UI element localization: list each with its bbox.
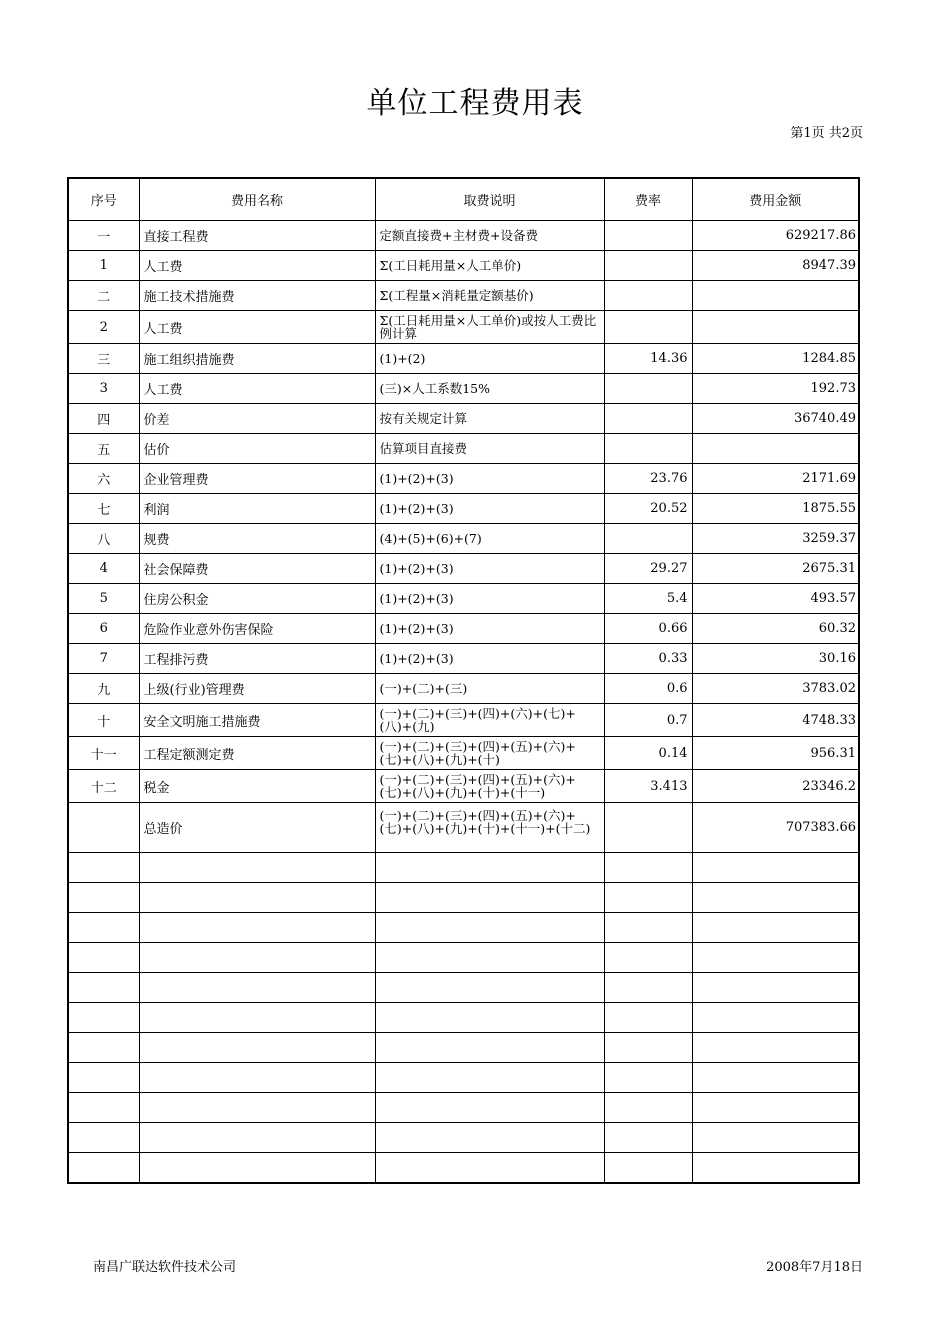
cell-desc-text: (一)+(二)+(三)+(四)+(五)+(六)+(七)+(八)+(九)+(十)+(十一)+(十二) bbox=[379, 809, 591, 835]
cell-amount bbox=[692, 434, 859, 464]
table-row bbox=[68, 281, 859, 311]
cell-amount: 23346.2 bbox=[692, 770, 859, 803]
cell-name: 住房公积金 bbox=[139, 584, 375, 614]
cell-no: 1 bbox=[68, 251, 139, 281]
column-header-name: 费用名称 bbox=[139, 178, 375, 221]
column-header-amount: 费用金额 bbox=[692, 178, 859, 221]
cell-amount: 4748.33 bbox=[692, 704, 859, 737]
cell-name: 直接工程费 bbox=[139, 221, 375, 251]
cell-no: 四 bbox=[68, 404, 139, 434]
cell-desc: (1)+(2)+(3) bbox=[375, 464, 604, 494]
column-header-desc: 取费说明 bbox=[375, 178, 604, 221]
page-number: 第1页 共2页 bbox=[790, 126, 863, 141]
cell-desc: (1)+(2) bbox=[375, 344, 604, 374]
empty-row bbox=[68, 1123, 859, 1153]
cell-rate: 5.4 bbox=[604, 584, 692, 614]
cell-no: 3 bbox=[68, 374, 139, 404]
cell-desc: (一)+(二)+(三)+(四)+(五)+(六)+(七)+(八)+(九)+(十)+(十一) bbox=[375, 770, 604, 803]
cell-name: 人工费 bbox=[139, 374, 375, 404]
table-row bbox=[68, 344, 859, 374]
table-row-total bbox=[68, 803, 859, 853]
cell-name: 税金 bbox=[139, 770, 375, 803]
cell-rate bbox=[604, 374, 692, 404]
cell-amount: 629217.86 bbox=[692, 221, 859, 251]
cell-no: 十一 bbox=[68, 737, 139, 770]
cell-no: 6 bbox=[68, 614, 139, 644]
cell-name: 社会保障费 bbox=[139, 554, 375, 584]
cell-amount: 60.32 bbox=[692, 614, 859, 644]
cell-rate bbox=[604, 221, 692, 251]
cell-no: 4 bbox=[68, 554, 139, 584]
cell-desc: (1)+(2)+(3) bbox=[375, 494, 604, 524]
report-date: 2008年7月18日 bbox=[766, 1260, 863, 1275]
cell-rate: 0.66 bbox=[604, 614, 692, 644]
cell-rate: 3.413 bbox=[604, 770, 692, 803]
cell-name: 人工费 bbox=[139, 311, 375, 344]
cell-name: 施工组织措施费 bbox=[139, 344, 375, 374]
cell-desc: (一)+(二)+(三) bbox=[375, 674, 604, 704]
cell-rate bbox=[604, 803, 692, 853]
table-header-row bbox=[68, 178, 859, 221]
cell-desc: Σ(工日耗用量×人工单价) bbox=[375, 251, 604, 281]
cell-name: 企业管理费 bbox=[139, 464, 375, 494]
table-row bbox=[68, 311, 859, 344]
table-row bbox=[68, 494, 859, 524]
table-row bbox=[68, 524, 859, 554]
cell-name: 规费 bbox=[139, 524, 375, 554]
table-row bbox=[68, 614, 859, 644]
cell-name: 施工技术措施费 bbox=[139, 281, 375, 311]
empty-row bbox=[68, 943, 859, 973]
table-row bbox=[68, 221, 859, 251]
table-row bbox=[68, 770, 859, 803]
cell-rate: 20.52 bbox=[604, 494, 692, 524]
column-header-rate: 费率 bbox=[604, 178, 692, 221]
empty-row bbox=[68, 883, 859, 913]
cell-amount: 8947.39 bbox=[692, 251, 859, 281]
cell-amount: 30.16 bbox=[692, 644, 859, 674]
cell-name: 总造价 bbox=[139, 803, 375, 853]
cell-no bbox=[68, 803, 139, 853]
cell-rate bbox=[604, 281, 692, 311]
cell-desc: (一)+(二)+(三)+(四)+(五)+(六)+(七)+(八)+(九)+(十) bbox=[375, 737, 604, 770]
cell-name: 危险作业意外伤害保险 bbox=[139, 614, 375, 644]
cell-desc: 定额直接费+主材费+设备费 bbox=[375, 221, 604, 251]
cell-rate bbox=[604, 251, 692, 281]
table-row bbox=[68, 704, 859, 737]
column-header-no: 序号 bbox=[68, 178, 139, 221]
cell-rate: 0.7 bbox=[604, 704, 692, 737]
table-body bbox=[68, 221, 859, 1184]
empty-row bbox=[68, 973, 859, 1003]
cell-rate: 0.33 bbox=[604, 644, 692, 674]
cell-amount: 36740.49 bbox=[692, 404, 859, 434]
cell-desc: (1)+(2)+(3) bbox=[375, 644, 604, 674]
cell-amount: 2171.69 bbox=[692, 464, 859, 494]
cell-rate: 0.6 bbox=[604, 674, 692, 704]
empty-row bbox=[68, 853, 859, 883]
cell-rate: 29.27 bbox=[604, 554, 692, 584]
cell-amount: 956.31 bbox=[692, 737, 859, 770]
cell-no: 八 bbox=[68, 524, 139, 554]
table-row bbox=[68, 251, 859, 281]
fee-table bbox=[67, 177, 860, 1184]
empty-row bbox=[68, 1033, 859, 1063]
cell-desc: (1)+(2)+(3) bbox=[375, 584, 604, 614]
cell-rate: 0.14 bbox=[604, 737, 692, 770]
cell-desc: (1)+(2)+(3) bbox=[375, 614, 604, 644]
cell-no: 九 bbox=[68, 674, 139, 704]
empty-row bbox=[68, 1093, 859, 1123]
table-row bbox=[68, 374, 859, 404]
cell-name: 工程定额测定费 bbox=[139, 737, 375, 770]
cell-no: 六 bbox=[68, 464, 139, 494]
cell-no: 十 bbox=[68, 704, 139, 737]
empty-row bbox=[68, 1003, 859, 1033]
page-title: 单位工程费用表 bbox=[366, 86, 584, 121]
cell-desc: Σ(工程量×消耗量定额基价) bbox=[375, 281, 604, 311]
cell-rate bbox=[604, 524, 692, 554]
cell-amount: 1284.85 bbox=[692, 344, 859, 374]
cell-desc: (1)+(2)+(3) bbox=[375, 554, 604, 584]
cell-amount bbox=[692, 281, 859, 311]
cell-desc: (一)+(二)+(三)+(四)+(六)+(七)+(八)+(九) bbox=[375, 704, 604, 737]
table-row bbox=[68, 434, 859, 464]
cell-amount: 2675.31 bbox=[692, 554, 859, 584]
empty-row bbox=[68, 1063, 859, 1093]
cell-desc bbox=[375, 803, 604, 853]
cell-name: 估价 bbox=[139, 434, 375, 464]
cell-amount: 192.73 bbox=[692, 374, 859, 404]
cell-amount: 3783.02 bbox=[692, 674, 859, 704]
cell-no: 7 bbox=[68, 644, 139, 674]
table-row bbox=[68, 404, 859, 434]
cell-no: 五 bbox=[68, 434, 139, 464]
cell-no: 2 bbox=[68, 311, 139, 344]
cell-rate bbox=[604, 404, 692, 434]
cell-rate bbox=[604, 434, 692, 464]
empty-row bbox=[68, 913, 859, 943]
cell-amount: 3259.37 bbox=[692, 524, 859, 554]
cell-name: 人工费 bbox=[139, 251, 375, 281]
cell-desc: 估算项目直接费 bbox=[375, 434, 604, 464]
cell-no: 十二 bbox=[68, 770, 139, 803]
cell-name: 上级(行业)管理费 bbox=[139, 674, 375, 704]
empty-row bbox=[68, 1153, 859, 1184]
cell-rate bbox=[604, 311, 692, 344]
table-row bbox=[68, 644, 859, 674]
cell-desc: Σ(工日耗用量×人工单价)或按人工费比例计算 bbox=[375, 311, 604, 344]
cell-rate: 14.36 bbox=[604, 344, 692, 374]
cell-amount bbox=[692, 311, 859, 344]
table-row bbox=[68, 674, 859, 704]
cell-no: 5 bbox=[68, 584, 139, 614]
cell-amount: 493.57 bbox=[692, 584, 859, 614]
cell-desc: (4)+(5)+(6)+(7) bbox=[375, 524, 604, 554]
cell-desc: 按有关规定计算 bbox=[375, 404, 604, 434]
table-row bbox=[68, 584, 859, 614]
table-row bbox=[68, 464, 859, 494]
table-row bbox=[68, 737, 859, 770]
cell-no: 一 bbox=[68, 221, 139, 251]
cell-name: 工程排污费 bbox=[139, 644, 375, 674]
cell-name: 安全文明施工措施费 bbox=[139, 704, 375, 737]
cell-amount: 707383.66 bbox=[692, 803, 859, 853]
cell-desc: (三)×人工系数15% bbox=[375, 374, 604, 404]
cell-no: 三 bbox=[68, 344, 139, 374]
cell-no: 七 bbox=[68, 494, 139, 524]
cell-rate: 23.76 bbox=[604, 464, 692, 494]
cell-amount: 1875.55 bbox=[692, 494, 859, 524]
cell-name: 价差 bbox=[139, 404, 375, 434]
cell-name: 利润 bbox=[139, 494, 375, 524]
table-row bbox=[68, 554, 859, 584]
cell-no: 二 bbox=[68, 281, 139, 311]
company-name: 南昌广联达软件技术公司 bbox=[93, 1260, 237, 1275]
